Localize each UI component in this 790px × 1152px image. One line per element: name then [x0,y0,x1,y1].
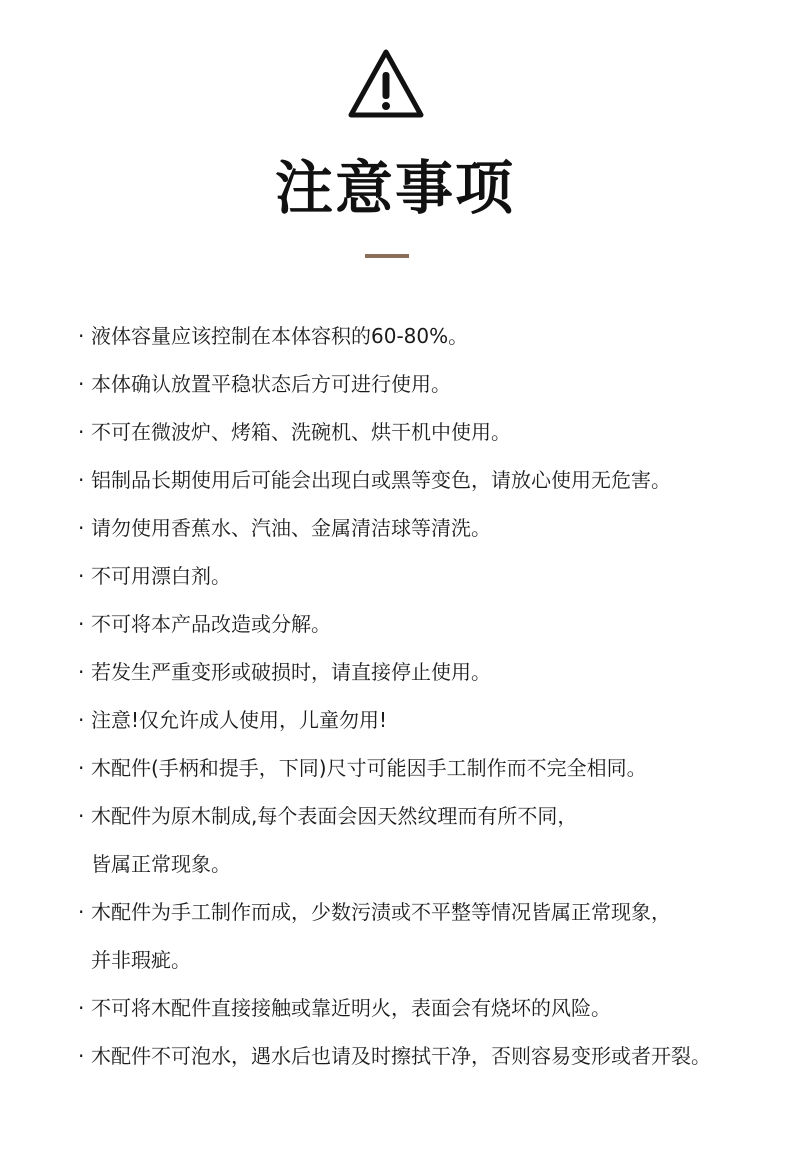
list-item [78,996,778,1020]
note-text: 不可用漂白剂。 [91,564,231,588]
list-item [78,804,778,876]
note-text-continued: 皆属正常现象。 [91,852,231,876]
list-item [78,372,778,396]
warning-icon [347,48,425,120]
list-item [78,900,778,972]
notes-list [78,324,778,1092]
note-text: 液体容量应该控制在本体容积的60-80%。 [91,324,469,348]
bullet: · [78,756,85,780]
bullet: · [78,1044,85,1068]
note-text: 不可将本产品改造或分解。 [91,612,331,636]
list-item [78,1044,778,1068]
bullet: · [78,708,85,732]
list-item [78,564,778,588]
bullet: · [78,900,85,924]
note-text: 木配件不可泡水，遇水后也请及时擦拭干净，否则容易变形或者开裂。 [91,1044,711,1068]
note-text: 本体确认放置平稳状态后方可进行使用。 [91,372,451,396]
note-text: 不可将木配件直接接触或靠近明火，表面会有烧坏的风险。 [91,996,611,1020]
note-text: 铝制品长期使用后可能会出现白或黑等变色，请放心使用无危害。 [91,468,671,492]
bullet: · [78,516,85,540]
bullet: · [78,564,85,588]
note-text: 请勿使用香蕉水、汽油、金属清洁球等清洗。 [91,516,491,540]
list-item [78,660,778,684]
note-text: 木配件为原木制成,每个表面会因天然纹理而有所不同， [91,804,578,828]
bullet: · [78,420,85,444]
note-text: 木配件(手柄和提手，下同)尺寸可能因手工制作而不完全相同。 [91,756,647,780]
title-divider [365,254,409,258]
note-text: 不可在微波炉、烤箱、洗碗机、烘干机中使用。 [91,420,511,444]
list-item [78,468,778,492]
list-item [78,756,778,780]
list-item [78,516,778,540]
list-item [78,708,778,732]
bullet: · [78,372,85,396]
note-text-continued: 并非瑕疵。 [91,948,191,972]
bullet: · [78,324,85,348]
bullet: · [78,996,85,1020]
page-title: 注意事项 [274,154,515,222]
list-item [78,612,778,636]
note-text: 若发生严重变形或破损时，请直接停止使用。 [91,660,491,684]
bullet: · [78,612,85,636]
bullet: · [78,660,85,684]
list-item [78,420,778,444]
bullet: · [78,804,85,828]
bullet: · [78,468,85,492]
list-item [78,324,778,348]
note-text: 木配件为手工制作而成，少数污渍或不平整等情况皆属正常现象， [91,900,671,924]
note-text: 注意!仅允许成人使用，儿童勿用! [91,708,388,732]
